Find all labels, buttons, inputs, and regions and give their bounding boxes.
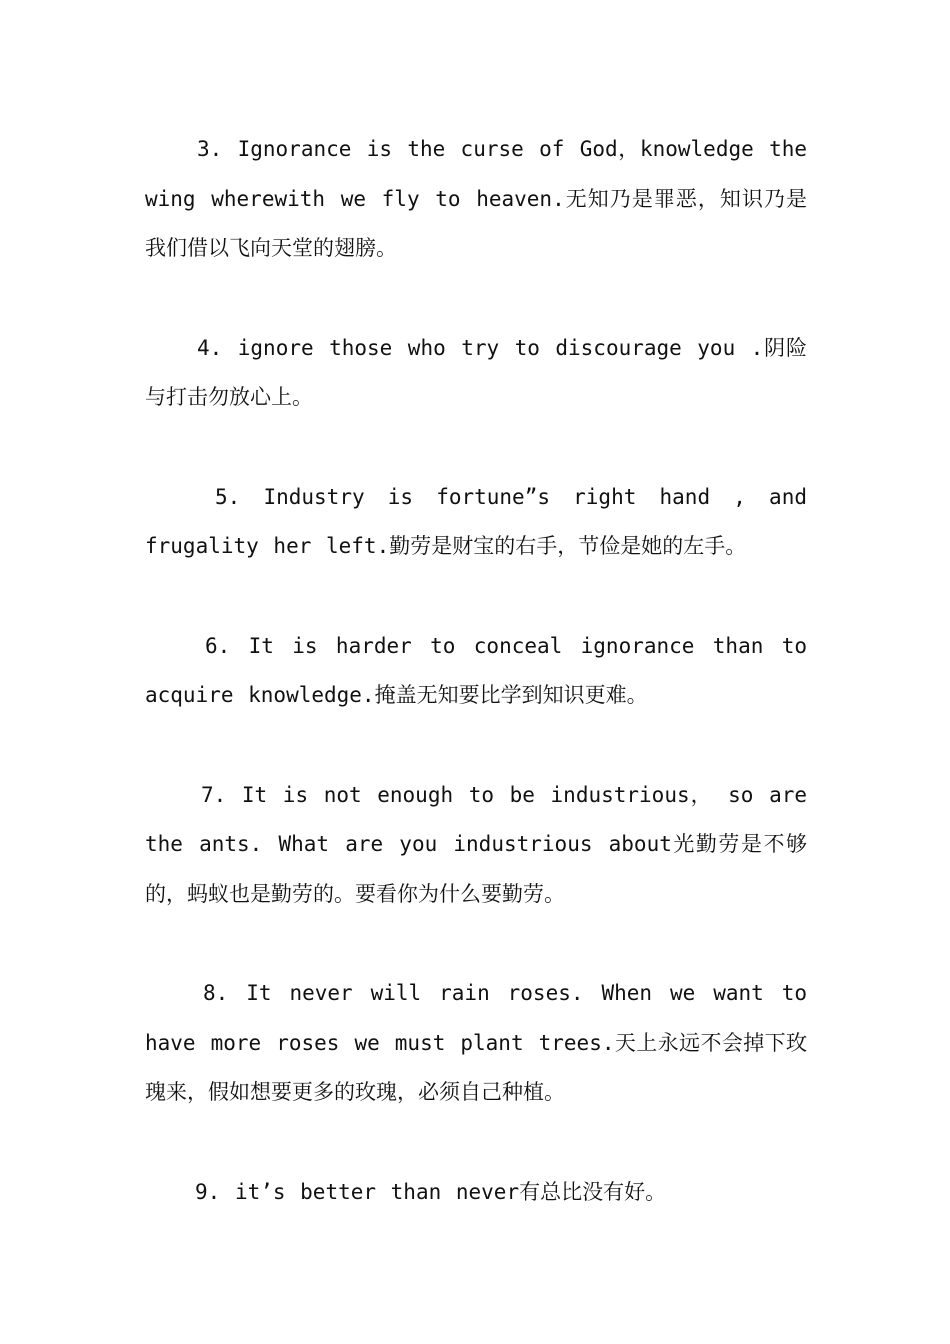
quote-number: 9. (195, 1179, 221, 1204)
quote-7 (145, 771, 807, 920)
document-page (145, 125, 807, 1217)
quote-5 (145, 473, 807, 572)
quote-number: 3. (197, 137, 223, 161)
quote-number: 4. (197, 335, 223, 360)
quote-english: It is harder to conceal ignorance than to acquire knowledge. (145, 633, 807, 707)
quote-chinese: 无知乃是罪恶，知识乃是我们借以飞向天堂的翅膀。 (145, 186, 808, 260)
quote-chinese: 有总比没有好。 (519, 1179, 667, 1204)
quote-number: 7. (201, 782, 227, 807)
quote-english: It never will rain roses. When we want to have more roses we must plant trees. (145, 981, 807, 1055)
quote-9 (145, 1168, 807, 1218)
quote-chinese: 勤劳是财宝的右手，节俭是她的左手。 (389, 534, 747, 558)
quote-english: It is not enough to be industrious， so are the ants. What are you industrious about (145, 782, 807, 856)
quote-6 (145, 622, 807, 721)
quote-chinese: 掩盖无知要比学到知识更难。 (374, 683, 648, 707)
quote-english: Industry is fortune”s right hand , and frugality her left. (145, 484, 807, 558)
quote-4 (145, 324, 807, 423)
quote-8 (145, 969, 807, 1118)
quote-3 (145, 125, 807, 274)
quote-number: 5. (215, 484, 241, 509)
quote-chinese: 光勤劳是不够的，蚂蚁也是勤劳的。要看你为什么要勤劳。 (145, 832, 807, 906)
quote-number: 8. (203, 981, 229, 1005)
quote-chinese: 阴险与打击勿放心上。 (145, 335, 807, 409)
quote-english: Ignorance is the curse of God，knowledge the wing wherewith we fly to heaven. (145, 137, 807, 211)
quote-chinese: 天上永远不会掉下玫瑰来，假如想要更多的玫瑰，必须自己种植。 (145, 1030, 808, 1104)
quote-english: it’s better than never (220, 1179, 520, 1204)
quote-number: 6. (205, 633, 231, 658)
quote-english: ignore those who try to discourage you . (222, 335, 764, 360)
